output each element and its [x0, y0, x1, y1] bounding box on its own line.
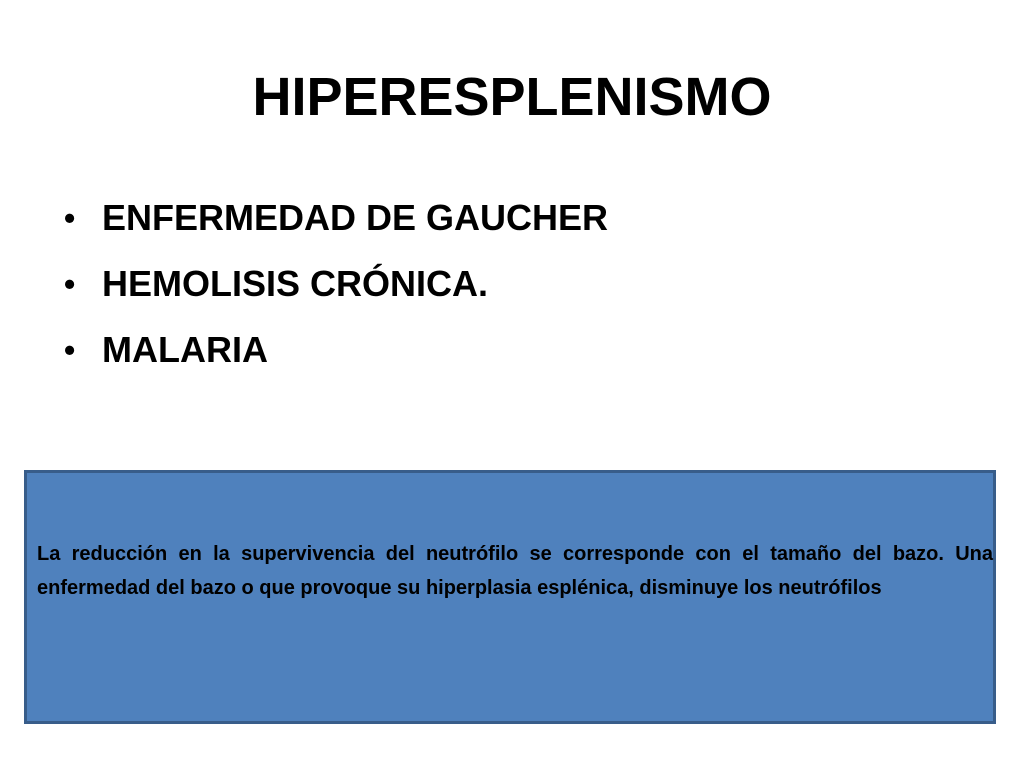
bullet-list: [60, 185, 608, 383]
note-text: La reducción en la supervivencia del neutrófilo se corresponde con el tamaño del bazo. Una enfermedad del bazo o que provoque su hiperplasia esplénica, disminuye los neutrófilos: [37, 543, 993, 599]
bullet-dot-icon: •: [64, 332, 76, 368]
bullet-dot-icon: •: [64, 200, 76, 236]
slide-title: HIPERESPLENISMO: [252, 67, 772, 127]
bullet-text: MALARIA: [102, 329, 268, 370]
bullet-dot-icon: •: [64, 266, 76, 302]
bullet-text: ENFERMEDAD DE GAUCHER: [102, 197, 609, 238]
bullet-item: [60, 185, 608, 251]
bullet-text: HEMOLISIS CRÓNICA.: [102, 263, 489, 304]
bullet-item: [60, 251, 608, 317]
bullet-item: [60, 317, 608, 383]
note-box: [24, 470, 996, 724]
